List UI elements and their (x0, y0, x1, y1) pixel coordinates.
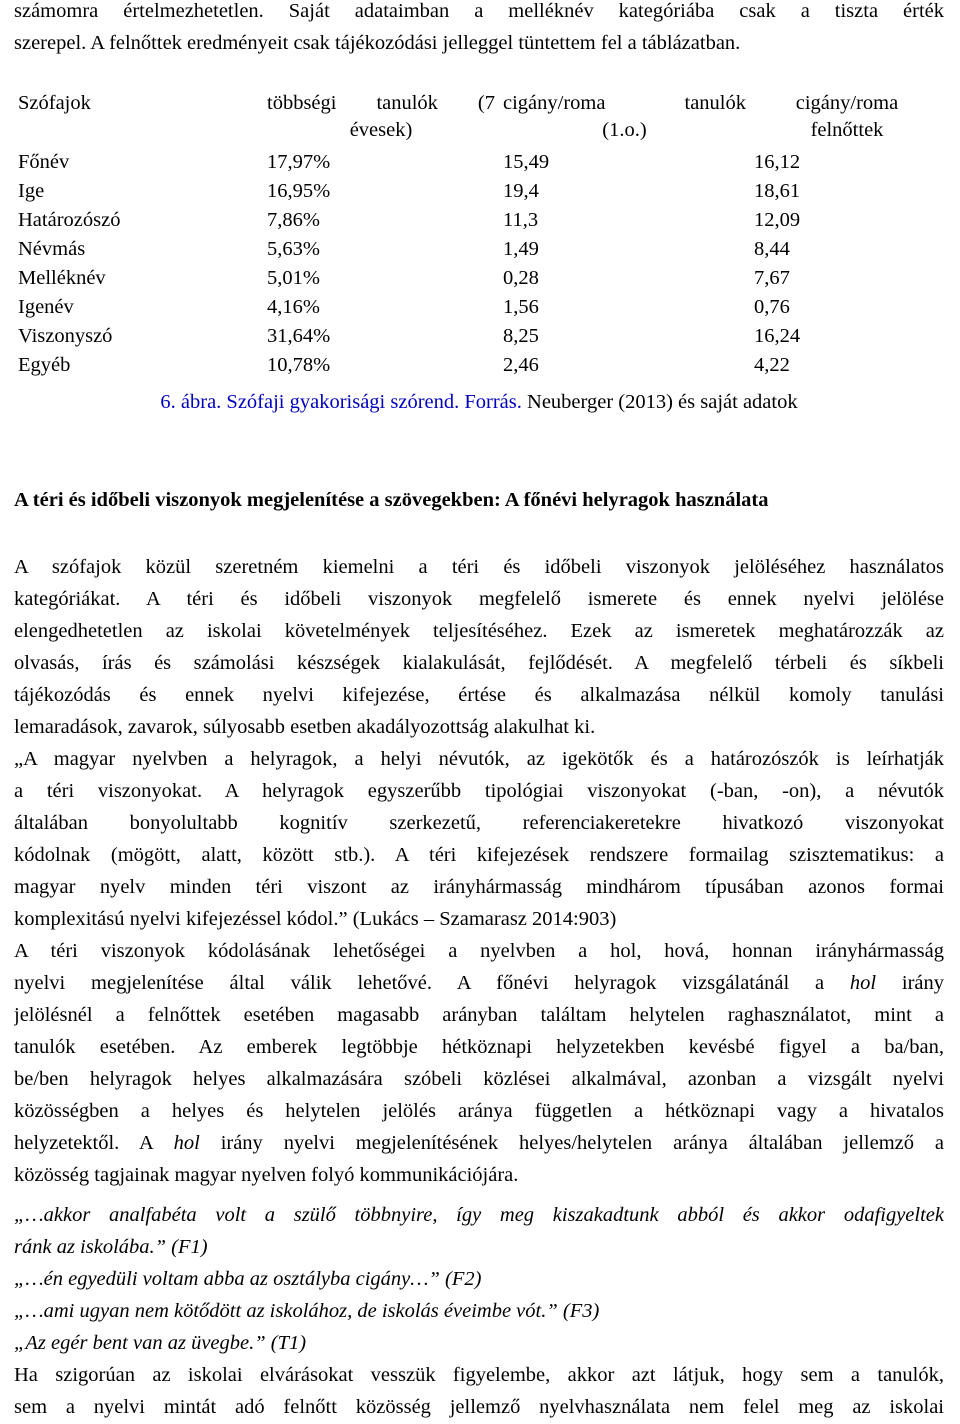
table-cell: 2,46 (503, 354, 539, 376)
text-line: kódolnak (mögött, alatt, között stb.). A téri kifejezések rendszere formailag szisztematikus: a (14, 844, 944, 866)
table-cell: 5,01% (267, 267, 320, 289)
table-cell: 1,56 (503, 296, 539, 318)
table-cell: 11,3 (503, 209, 539, 231)
table-cell: Főnév (18, 151, 70, 173)
table-caption: 6. ábra. Szófaji gyakorisági szórend. Forrás. Neuberger (2013) és saját adatok (160, 391, 798, 413)
table-cell: 15,49 (503, 151, 550, 173)
closing-paragraph (14, 1359, 944, 1423)
table-cell: Ige (18, 180, 45, 202)
quote-line: „…ami ugyan nem kötődött az iskolához, de iskolás éveimbe vót.” (F3) (14, 1300, 600, 1322)
table-cell: 18,61 (754, 180, 801, 202)
table-cell: Egyéb (18, 354, 71, 376)
paragraph-1 (14, 551, 944, 743)
quote-line: „Az egér bent van az üvegbe.” (T1) (14, 1332, 307, 1354)
text-line: kategóriákat. A téri és időbeli viszonyok megfelelő ismerete és ennek nyelvi jelölése (14, 588, 944, 610)
table-cell: 31,64% (267, 325, 331, 347)
text-line: be/ben helyragok helyes alkalmazására szóbeli közlései alkalmával, azonban a vizsgált nyelvi (14, 1068, 944, 1090)
text-line: komplexitású nyelvi kifejezéssel kódol.” (Lukács – Szamarasz 2014:903) (14, 908, 617, 930)
table-row (14, 148, 944, 177)
text-line: közösség tagjainak magyar nyelven folyó kommunikációjára. (14, 1164, 519, 1186)
text-line: közösségben a helyes és helytelen jelölés aránya független a hétköznapi vagy a hivatalos (14, 1100, 944, 1122)
table-row (14, 293, 944, 322)
table-header-cell: többségi tanulók (7 évesek) (267, 92, 495, 141)
table-cell: 0,76 (754, 296, 790, 318)
text-line: magyar nyelv minden téri viszont az irányhármasság mindhárom típusában azonos formai (14, 876, 944, 898)
text-line: „A magyar nyelvben a helyragok, a helyi névutók, az igekötők és a határozószók is leírhatják (14, 748, 944, 770)
table-header-cell: cigány/roma felnőttek (795, 92, 899, 141)
table-header-cell: cigány/roma tanulók (1.o.) (503, 92, 746, 141)
table-row (14, 351, 944, 380)
table-cell: 8,44 (754, 238, 790, 260)
table-header-cell: Szófajok (18, 92, 91, 114)
text-line: A szófajok közül szeretném kiemelni a téri és időbeli viszonyok jelöléséhez használatos (14, 556, 944, 578)
quote-line: ránk az iskolába.” (F1) (14, 1236, 208, 1258)
text-line: A téri viszonyok kódolásának lehetőségei a nyelvben a hol, hová, honnan irányhármasság (14, 940, 944, 962)
table-row (14, 206, 944, 235)
table-cell: 7,86% (267, 209, 320, 231)
text-line: szerepel. A felnőttek eredményeit csak tájékozódási jelleggel tüntettem fel a táblázatban. (14, 32, 741, 54)
text-line: tanulók esetében. Az emberek legtöbbje hétköznapi helyzetekben kevésbé figyel a ba/ban, (14, 1036, 944, 1058)
table-cell: Határozószó (18, 209, 121, 231)
table-cell: 10,78% (267, 354, 331, 376)
text-line: sem a nyelvi mintát adó felnőtt közösség jellemző nyelvhasználata nem felel meg az iskolai (14, 1396, 944, 1418)
text-line: helyzetektől. A hol irány nyelvi megjelenítésének helyes/helytelen aránya általában jellemző a (14, 1132, 944, 1154)
quote-line: „…én egyedüli voltam abba az osztályba cigány…” (F2) (14, 1268, 482, 1290)
section-heading: A téri és időbeli viszonyok megjelenítése a szövegekben: A főnévi helyragok használata (14, 489, 769, 511)
text-line: tájékozódás és ennek nyelvi kifejezése, értése és alkalmazása nélkül komoly tanulási (14, 684, 944, 706)
table-cell: 5,63% (267, 238, 320, 260)
table-cell: 7,67 (754, 267, 790, 289)
table-cell: 8,25 (503, 325, 539, 347)
text-line: nyelvi megjelenítése által válik lehetővé. A főnévi helyragok vizsgálatánál a hol irány (14, 972, 944, 994)
intro-paragraph (14, 0, 944, 59)
table-cell: 16,95% (267, 180, 331, 202)
table-cell: Melléknév (18, 267, 106, 289)
interview-quotes (14, 1199, 944, 1359)
text-line: olvasás, írás és számolási készségek kialakulását, fejlődését. A megfelelő térbeli és síkbeli (14, 652, 944, 674)
paragraph-3 (14, 935, 944, 1191)
table-cell: 19,4 (503, 180, 539, 202)
word-class-table (14, 90, 944, 380)
text-line: Ha szigorúan az iskolai elvárásokat vesszük figyelembe, akkor azt látjuk, hogy sem a tanulók, (14, 1364, 944, 1386)
text-line: a téri viszonyokat. A helyragok egyszerűbb tipológiai viszonyokat (-ban, -on), a névutók (14, 780, 944, 802)
table-cell: Névmás (18, 238, 86, 260)
table-cell: 0,28 (503, 267, 539, 289)
quote-line: „…akkor analfabéta volt a szülő többnyire, így meg kiszakadtunk abból és akkor odafigyeltek (14, 1204, 944, 1226)
table-row (14, 177, 944, 206)
table-cell: 17,97% (267, 151, 331, 173)
text-line: jelölésnél a felnőttek esetében magasabb arányban találtam helytelen raghasználatot, mint a (14, 1004, 944, 1026)
table-cell: 16,24 (754, 325, 801, 347)
paragraph-2 (14, 743, 944, 935)
table-row (14, 264, 944, 293)
table-row (14, 235, 944, 264)
text-line: általában bonyolultabb kognitív szerkezetű, referenciakeretekre hivatkozó viszonyokat (14, 812, 944, 834)
text-line: elengedhetetlen az iskolai követelmények teljesítéséhez. Ezek az ismeretek meghatározzák az (14, 620, 944, 642)
table-cell: 4,22 (754, 354, 790, 376)
table-cell: 12,09 (754, 209, 801, 231)
table-cell: Igenév (18, 296, 74, 318)
table-cell: 4,16% (267, 296, 320, 318)
table-cell: 1,49 (503, 238, 539, 260)
table-cell: Viszonyszó (18, 325, 113, 347)
table-cell: 16,12 (754, 151, 801, 173)
table-header-row (14, 90, 944, 148)
table-row (14, 322, 944, 351)
text-line: számomra értelmezhetetlen. Saját adataimban a melléknév kategóriába csak a tiszta érték (14, 0, 944, 22)
text-line: lemaradások, zavarok, súlyosabb esetben akadályozottság alakulhat ki. (14, 716, 596, 738)
